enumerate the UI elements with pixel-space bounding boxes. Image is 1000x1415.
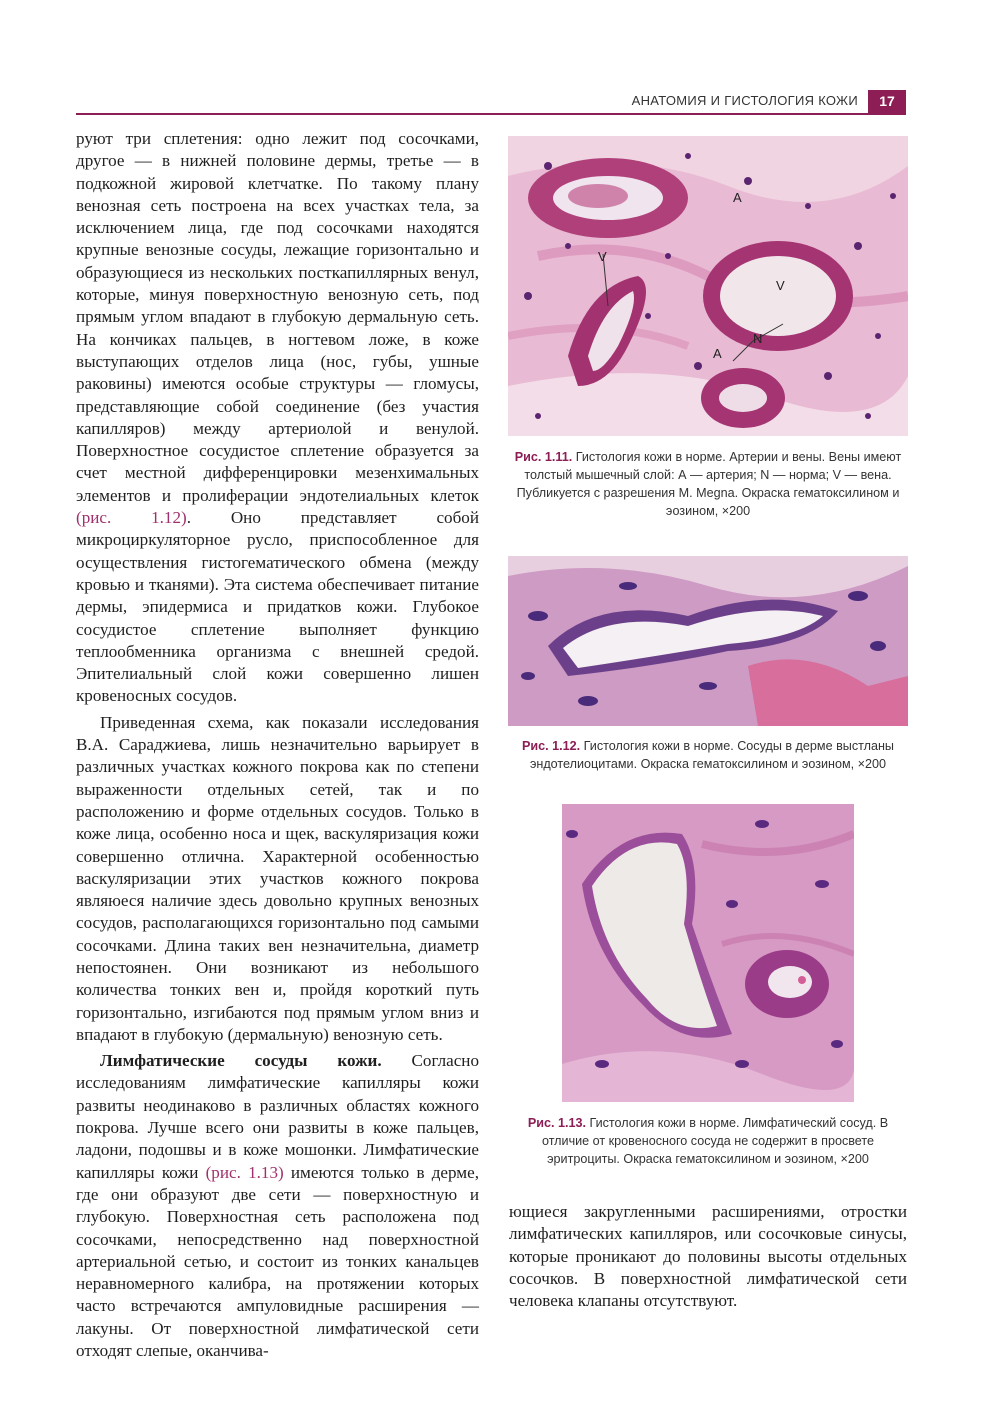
figure-1-12-caption: Рис. 1.12. Гистология кожи в норме. Сосуды в дерме выстланы эндотелиоцитами. Окраска гематоксилином и эозином, ×200 <box>522 739 894 771</box>
figure-reference-1-12[interactable]: (рис. 1.12) <box>76 508 187 528</box>
chapter-title: АНАТОМИЯ И ГИСТОЛОГИЯ КОЖИ <box>631 93 858 108</box>
figure-reference-1-13[interactable]: (рис. 1.13) <box>205 1162 284 1182</box>
figure-1-13-caption: Рис. 1.13. Гистология кожи в норме. Лимфатический сосуд. В отличие от кровеносного сосуда не содержит в просвете эритроциты. Окраска гематоксилином и эозином, ×200 <box>527 1116 889 1166</box>
paragraph-venous-network: руют три сплетения: одно лежит под сосочками, другое — в нижней половине дермы, третье — в подкожной жировой клетчатке. По такому плану венозная сеть построена на всех участках тела, за исключением лица, где под сосочками находятся крупные венозные сосуды, лежащие горизонтально и образующиеся из нескольких посткапиллярных венул, которые, минуя поверхностную венозную сеть, под прямым углом впадают в глубокую дермальную сеть. На кончиках пальцев, в ногтевом ложе, в коже выступающих отделов лица (нос, губы, ушные раковины) имеются особые структуры — гломусы, представляющие собой соединение (без участия капилляров) между артериолой и венулой. Поверхностное сосудистое сплетение образуется за счет местной дифференцировки мезенхимальных элементов и пролиферации эндотелиальных клеток (рис. 1.12). Оно представляет собой микроциркуляторное русло, приспособленное для осуществления гистогематического обмена (между кровью и тканями). Эта система обеспечивает питание дермы, эпидермиса и придатков кожи. Глубокое сосудистое сплетение выполняет функцию теплообменника организма с внешней средой. Эпителиальный слой кожи совершенно лишен кровеносных сосудов. <box>76 129 479 706</box>
marker-artery-2: A <box>713 346 722 361</box>
paragraph-saradzhiev-scheme: Приведенная схема, как показали исследования В.А. Сараджиева, лишь незначительно варьирует в различных участках кожного покрова как по степени выраженности отдельных сетей, так и по расположению и форме отдельных сосудов. Только в коже лица, особенно носа и щек, васкуляризация кожи совершенно отлична. Характерной особенностью васкуляризации этих участков кожного покрова являюеся наличие здесь довольно крупных венозных сосудов, располагающихся горизонтально под самыми сосочками. Длина таких вен незначительна, диаметр непостоянен. Они возникают из небольшого количества тонких вен и, пройдя короткий путь горизонтально, изгибаются под прямым углом вниз и впадают в глубокую (дермальную) венозную сеть. <box>76 712 479 1044</box>
histology-dermal-vessels <box>508 556 908 726</box>
figure-1-11-label: Рис. 1.11. <box>514 450 573 464</box>
figure-1-12-image <box>508 556 908 726</box>
page-number: 17 <box>868 90 906 113</box>
marker-artery-1: A <box>733 190 742 205</box>
figure-1-11-image <box>508 136 908 436</box>
paragraph-lymphatic-vessels: Лимфатические сосуды кожи. Согласно исследованиям лимфатические капилляры кожи развиты неодинаково в различных областях кожного покрова. Лучше всего они развиты в коже пальцев, ладони, подошвы и в коже мошонки. Лимфатические капилляры кожи (рис. 1.13) имеются только в дерме, где они образуют две сети — поверхностную и глубокую. Поверхностная сеть расположена под сосочками, непосредственно над поверхностной артериальной сетью, и состоит из тонких канальцев неравномерного калибра, на протяжении которых часто встречаются ампуловидные расширения — лакуны. От поверхностной лимфатической сети отходят слепые, оканчива- <box>76 1051 480 1361</box>
figure-1-13-image <box>562 804 854 1102</box>
marker-vein-2: V <box>776 278 785 293</box>
marker-norm: N <box>753 331 763 346</box>
marker-vein-1: V <box>598 249 607 264</box>
figure-1-13-label: Рис. 1.13. <box>527 1116 586 1130</box>
figure-1-12-label: Рис. 1.12. <box>522 739 581 753</box>
right-column-text <box>509 1201 907 1312</box>
left-column <box>76 128 479 1362</box>
histology-lymphatic-vessel <box>562 804 854 1102</box>
paragraph-lymphatic-continuation: ющиеся закругленными расширениями, отростки лимфатических капилляров, или сосочковые синусы, которые проникают до половины высоты отдельных сосочков. В поверхностной лимфатической сети человека клапаны отсутствуют. <box>509 1202 907 1311</box>
running-head <box>76 90 906 116</box>
figure-1-11-caption: Рис. 1.11. Гистология кожи в норме. Артерии и вены. Вены имеют толстый мышечный слой: А — артерия; N — норма; V — вена. Публикуется с разрешения M. Megna. Окраска гематоксилином и эозином, ×200 <box>514 450 902 518</box>
section-lead-lymphatic: Лимфатические сосуды кожи. <box>100 1051 382 1071</box>
header-rule <box>76 113 906 115</box>
histology-arteries-veins <box>508 136 908 436</box>
